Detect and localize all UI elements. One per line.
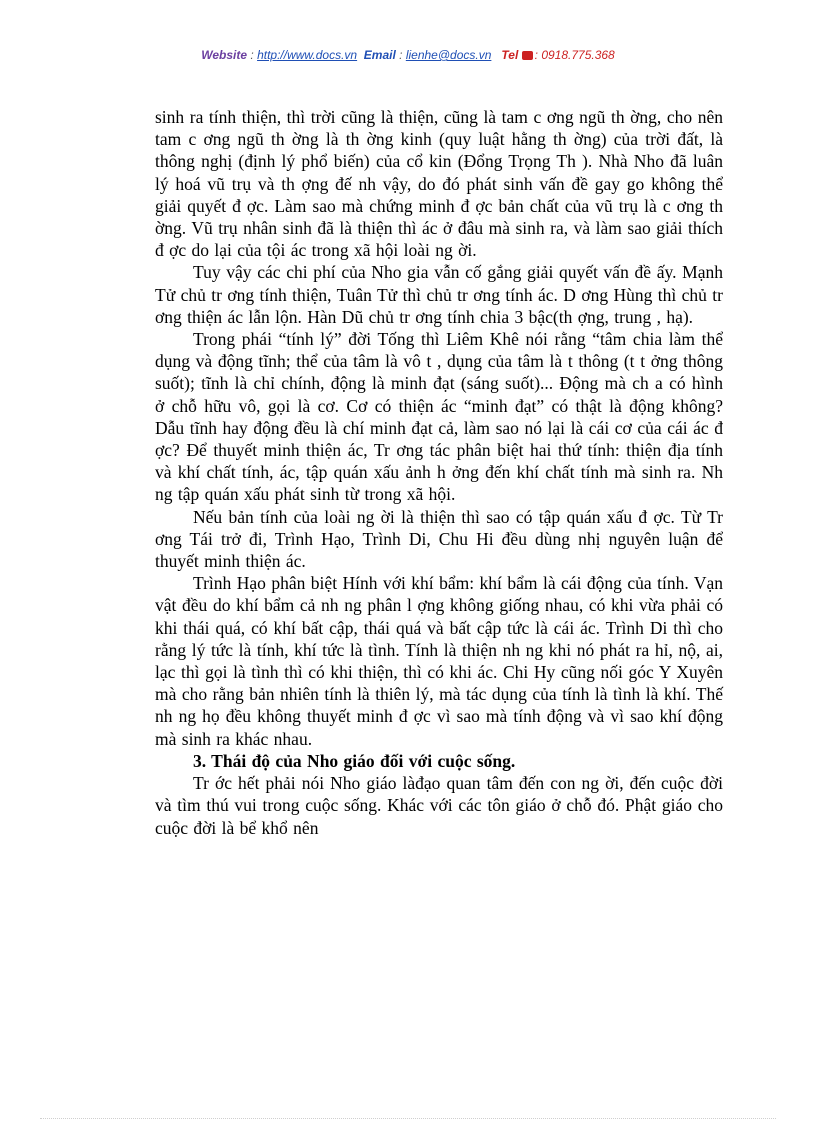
- document-body: [155, 106, 723, 839]
- page-bottom-divider: [40, 1118, 776, 1119]
- website-label: Website: [201, 48, 248, 62]
- paragraph: Tuy vậy các chi phí của Nho gia vẫn cố gắng giải quyết vấn đề ấy. Mạnh Tử chủ tr ơng tính thiện, Tuân Tử thì chủ tr ơng tính ác. D ơng Hùng thì chủ tr ơng thiện ác lẫn lộn. Hàn Dũ chủ tr ơng tính chia 3 bậc(th ợng, trung , hạ).: [155, 262, 723, 327]
- paragraph: Nếu bản tính của loài ng ời là thiện thì sao có tập quán xấu đ ợc. Từ Tr ơng Tái trở đi, Trình Hạo, Trình Di, Chu Hi đều dùng nhị nguyên luận để thuyết minh thiện ác.: [155, 506, 723, 572]
- website-link[interactable]: http://www.docs.vn: [257, 48, 358, 62]
- phone-icon: [522, 51, 533, 60]
- email-separator: :: [395, 48, 406, 62]
- paragraph: Trình Hạo phân biệt Hính với khí bẩm: khí bẩm là cái động của tính. Vạn vật đều do khí bẩm cả nh ng phân l ợng không giống nhau, có khi vừa phải có khi thái quá, có khí bất cập, thái quá và bất cập tức là cái ác. Trình Di thì cho rằng lý tức là tính, khí tức là tình. Tính là thiện nh ng khi nó phát ra hỉ, nộ, ai, lạc thì gọi là tình thì có khi thiện, thì có khi ác. Chi Hy cũng nối góc Y Xuyên mà cho rằng bản nhiên tính là thiên lý, mà tác dụng của tính là tình là khí. Thế nh ng họ đều không thuyết minh đ ợc vì sao mà tính động và vì sao khí động mà sinh ra khác nhau.: [155, 573, 723, 749]
- page-header: [0, 48, 816, 62]
- tel-label: Tel: [501, 48, 519, 62]
- paragraph: sinh ra tính thiện, thì trời cũng là thiện, cũng là tam c ơng ngũ th ờng, cho nên tam c ơng ngũ th ờng là th ờng kinh (quy luật hằng th ờng) của trời đất, là thông nghị (định lý phổ biến) của cổ kin (Đổng Trọng Th ). Nhà Nho đã luân lý hoá vũ trụ và th ợng đế nh vậy, do đó phát sinh vấn đề gay go không thể giải quyết đ ợc. Làm sao mà chứng minh đ ợc bản chất của vũ trụ là c ơng th ờng. Vũ trụ nhân sinh đã là thiện thì ác ở đâu mà sinh ra, và làm sao giải thích đ ợc do lại của tội ác trong xã hội loài ng ời.: [155, 107, 723, 261]
- website-separator: :: [247, 48, 258, 62]
- section-heading: 3. Thái độ của Nho giáo đối với cuộc sống.: [193, 750, 516, 771]
- paragraph: Tr ớc hết phải nói Nho giáo làđạo quan tâm đến con ng ời, đến cuộc đời và tìm thú vui trong cuộc sống. Khác với các tôn giáo ở chỗ đó. Phật giáo cho cuộc đời là bể khổ nên: [155, 773, 723, 838]
- email-label: Email: [363, 48, 396, 62]
- email-link[interactable]: lienhe@docs.vn: [405, 48, 492, 62]
- tel-number: : 0918.775.368: [534, 48, 615, 62]
- paragraph: Trong phái “tính lý” đời Tống thì Liêm Khê nói rằng “tâm chia làm thể dụng và động tĩnh; thể của tâm là vô t , dụng của tâm là t thông (t t ởng thông suốt); tĩnh là chỉ chính, động là minh đạt (sáng suốt)... Động mà ch a có hình ở chỗ hữu vô, gọi là cơ. Cơ có thiện ác “minh đạt” có thật là động không? Dẫu tĩnh hay động đều là chí minh đạt cả, làm sao nó lại là cái cơ của cái ác đ ợc? Để thuyết minh thiện ác, Tr ơng tác phân biệt hai thứ tính: thiện địa tính và khí chất tính, ác, tập quán xấu ảnh h ởng đến khí chất tính mà sinh ra. Nh ng tập quán xấu phát sinh từ trong xã hội.: [155, 329, 723, 505]
